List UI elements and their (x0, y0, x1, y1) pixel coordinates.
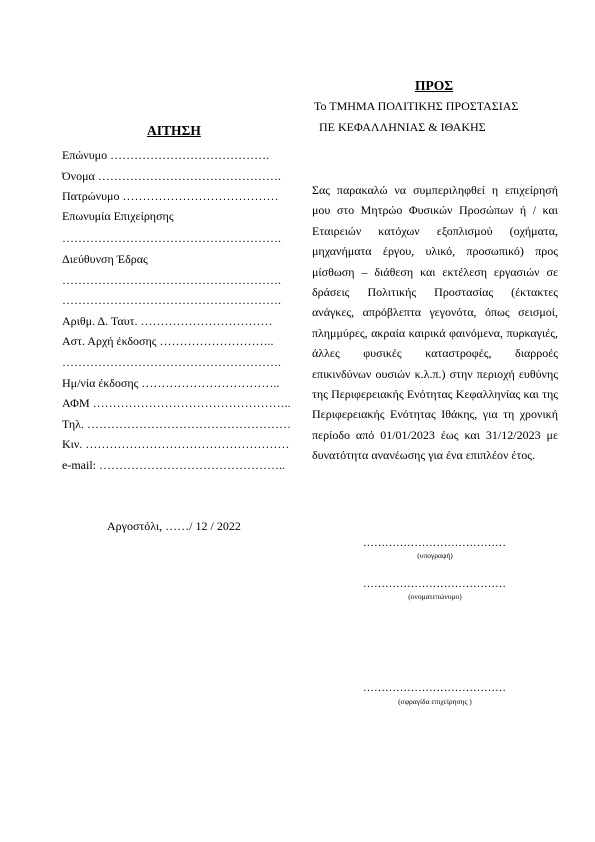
business-name-label: Επωνυμία Επιχείρησης (62, 209, 174, 223)
recipient-heading: ΠΡΟΣ (415, 78, 454, 93)
request-body-text: Σας παρακαλώ να συμπεριληφθεί η επιχείρησή μου στο Μητρώο Φυσικών Προσώπων ή / και Εταιρειών κατόχων εξοπλισμού (οχήματα, μηχανήματα έργου, υλικό, προσωπικό) προς μίσθωση – διάθεση και εκτέλεση εργασιών σε δράσεις Πολιτικής Προστασίας (έκτακτες ανάγκες, απρόβλεπτα γεγονότα, όπως σεισμοί, πλημμύρες, ακραία καιρικά φαινόμενα, πυρκαγιές, άλλες φυσικές καταστροφές, διαρροές επικινδύνων ουσιών κ.λ.π.) στην περιοχή ευθύνης της Περιφερειακής Ενότητας Κεφαλληνίας και της Περιφερειακής Ενότητας Ιθάκης, για τη χρονική περίοδο από 01/01/2023 έως και 31/12/2023 με δυνατότητα ανανέωσης για ένα επιπλέον έτος. (312, 183, 558, 463)
mobile-field[interactable]: Κιν. …………………………………………… (62, 437, 290, 451)
signature-line[interactable]: ………………………………… (363, 537, 506, 549)
application-heading: ΑΙΤΗΣΗ (147, 123, 201, 138)
phone-field[interactable]: Τηλ. …………………………………………… (62, 417, 291, 431)
issuing-authority-field-2[interactable]: ………………………………………………. (62, 355, 281, 369)
recipient-line-2: ΠΕ ΚΕΦΑΛΛΗΝΙΑΣ & ΙΘΑΚΗΣ (319, 120, 486, 134)
headquarters-address-field-1[interactable]: ………………………………………………. (62, 273, 281, 287)
id-number-field[interactable]: Αριθμ. Δ. Ταυτ. …………………………… (62, 314, 273, 328)
date-line[interactable]: Αργοστόλι, ……/ 12 / 2022 (107, 519, 241, 533)
full-name-caption: (ονοματεπώνυμο) (408, 592, 462, 601)
surname-field[interactable]: Επώνυμο …………………………………. (62, 148, 270, 162)
signature-caption: (υπογραφή) (417, 551, 453, 560)
tax-id-field[interactable]: ΑΦΜ ………………………………………….. (62, 396, 291, 410)
business-name-field[interactable]: ………………………………………………. (62, 231, 281, 245)
full-name-line[interactable]: ………………………………… (363, 578, 506, 590)
first-name-field[interactable]: Όνομα ………………………………………. (62, 169, 281, 183)
email-field[interactable]: e-mail: ……………………………………….. (62, 458, 285, 472)
headquarters-address-label: Διεύθυνση Έδρας (62, 252, 148, 266)
issue-date-field[interactable]: Ημ/νία έκδοσης …………………………….. (62, 376, 280, 390)
father-name-field[interactable]: Πατρώνυμο ………………………………… (62, 189, 279, 203)
company-stamp-line[interactable]: ………………………………… (363, 682, 506, 694)
recipient-line-1: Το ΤΜΗΜΑ ΠΟΛΙΤΙΚΗΣ ΠΡΟΣΤΑΣΙΑΣ (314, 99, 519, 113)
headquarters-address-field-2[interactable]: ………………………………………………. (62, 293, 281, 307)
company-stamp-caption: (σφραγίδα επιχείρησης ) (398, 697, 472, 706)
issuing-authority-field[interactable]: Αστ. Αρχή έκδοσης ……………………….. (62, 334, 274, 348)
